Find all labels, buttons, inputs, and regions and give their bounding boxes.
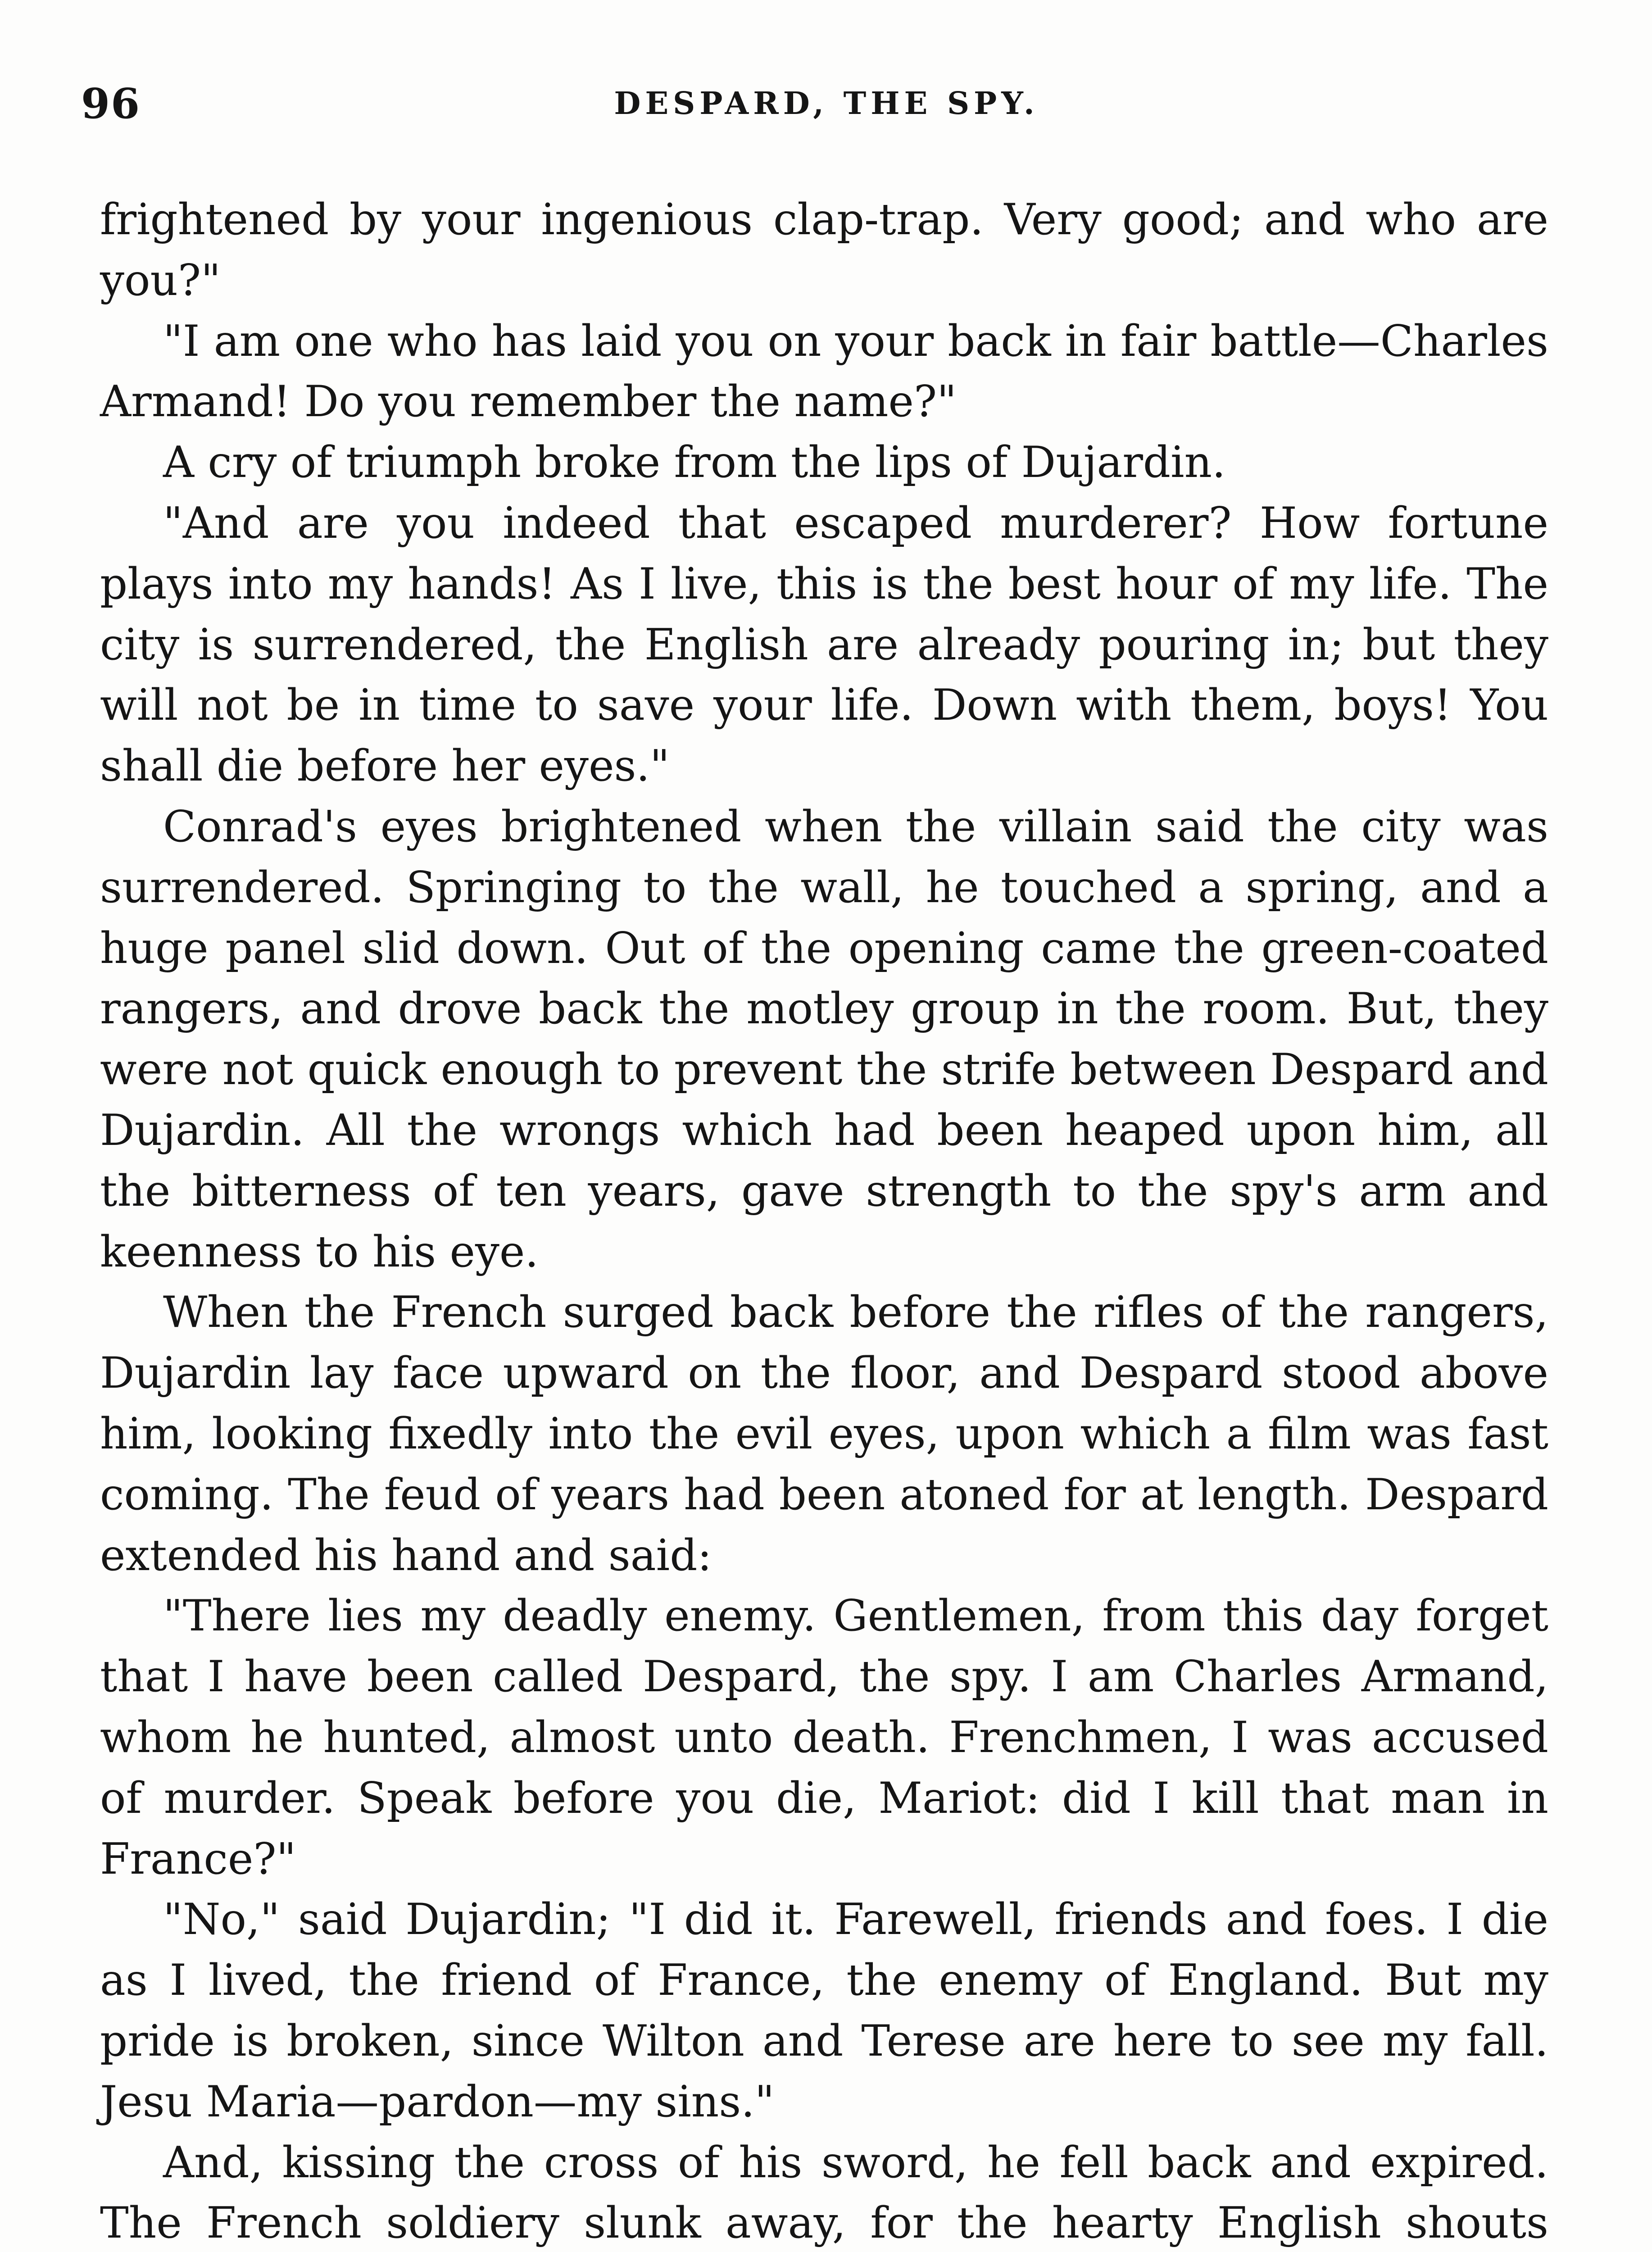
running-title: DESPARD, THE SPY.: [614, 86, 1039, 122]
paragraph: "And are you indeed that escaped murderer? How fortune plays into my hands! As I live, this is the best hour of my life. The city is surrendered, the English are already pouring in; but they will not be in time to save your life. Down with them, boys! You shall die before her eyes.": [100, 497, 1548, 791]
paragraph: Conrad's eyes brightened when the villain said the city was surrendered. Springing to the wall, he touched a spring, and a huge panel slid down. Out of the opening came the green-coated rangers, and drove back the motley group in the room. But, they were not quick enough to prevent the strife between Despard and Dujardin. All the wrongs which had been heaped upon him, all the bitterness of ten years, gave strength to the spy's arm and keenness to his eye.: [100, 801, 1548, 1277]
paragraph: "I am one who has laid you on your back in fair battle—Charles Armand! Do you remember the name?": [100, 315, 1548, 427]
paragraph: "There lies my deadly enemy. Gentlemen, from this day forget that I have been called Despard, the spy. I am Charles Armand, whom he hunted, almost unto death. Frenchmen, I was accused of murder. Speak before you die, Mariot: did I kill that man in France?": [100, 1590, 1548, 1884]
page-header: [81, 77, 1545, 131]
paragraph: When the French surged back before the rifles of the rangers, Dujardin lay face upward on the floor, and Despard stood above him, looking fixedly into the evil eyes, upon which a film was fast coming. The feud of years had been atoned for at length. Despard extended his hand and said:: [100, 1287, 1548, 1580]
paragraph: frightened by your ingenious clap-trap. Very good; and who are you?": [100, 194, 1548, 305]
paragraph: A cry of triumph broke from the lips of Dujardin.: [163, 437, 1226, 488]
page-number: 96: [81, 79, 141, 128]
paragraph: And, kissing the cross of his sword, he fell back and expired. The French soldiery slunk away, for the hearty English shouts: [100, 2137, 1548, 2248]
paragraph: "No," said Dujardin; "I did it. Farewell, friends and foes. I die as I lived, the friend of France, the enemy of England. But my pride is broken, since Wilton and Terese are here to see my fall. Jesu Maria—pardon—my sins.": [100, 1894, 1548, 2127]
body-text: [100, 189, 1548, 2252]
